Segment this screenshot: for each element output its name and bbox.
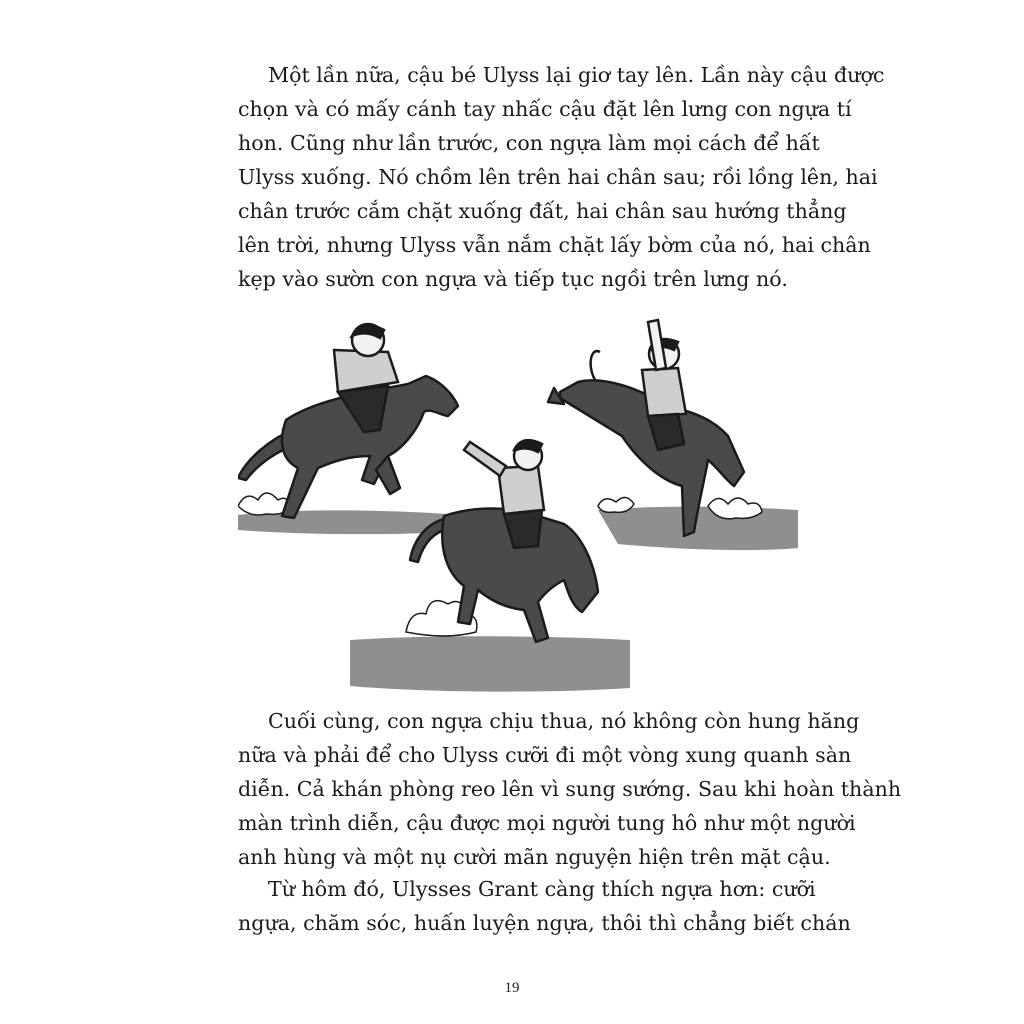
paragraph-1 [238,58,885,296]
text-line: ngựa, chăm sóc, huấn luyện ngựa, thôi thì chẳng biết chán [238,911,851,935]
text-line: anh hùng và một nụ cười mãn nguyện hiện trên mặt cậu. [238,845,831,869]
text-line: kẹp vào sườn con ngựa và tiếp tục ngồi trên lưng nó. [238,267,788,291]
text-line: Một lần nữa, cậu bé Ulyss lại giơ tay lên. Lần này cậu được [268,63,885,87]
paragraph-2 [238,704,902,874]
text-line: hon. Cũng như lần trước, con ngựa làm mọi cách để hất [238,131,820,155]
page-number: 19 [504,980,520,996]
bucking-horses-illustration [238,310,798,695]
text-line: màn trình diễn, cậu được mọi người tung hô như một người [238,811,856,835]
text-line: lên trời, nhưng Ulyss vẫn nắm chặt lấy bờm của nó, hai chân [238,233,871,257]
text-line: diễn. Cả khán phòng reo lên vì sung sướng. Sau khi hoàn thành [238,777,902,801]
text-line: chân trước cắm chặt xuống đất, hai chân sau hướng thẳng [238,199,847,223]
text-line: chọn và có mấy cánh tay nhấc cậu đặt lên lưng con ngựa tí [238,97,852,121]
text-line: nữa và phải để cho Ulyss cưỡi đi một vòng xung quanh sàn [238,743,852,767]
text-line: Cuối cùng, con ngựa chịu thua, nó không còn hung hăng [268,709,860,733]
paragraph-3 [238,872,851,940]
text-line: Ulyss xuống. Nó chồm lên trên hai chân sau; rồi lồng lên, hai [238,165,878,189]
text-line: Từ hôm đó, Ulysses Grant càng thích ngựa hơn: cưỡi [268,877,816,901]
